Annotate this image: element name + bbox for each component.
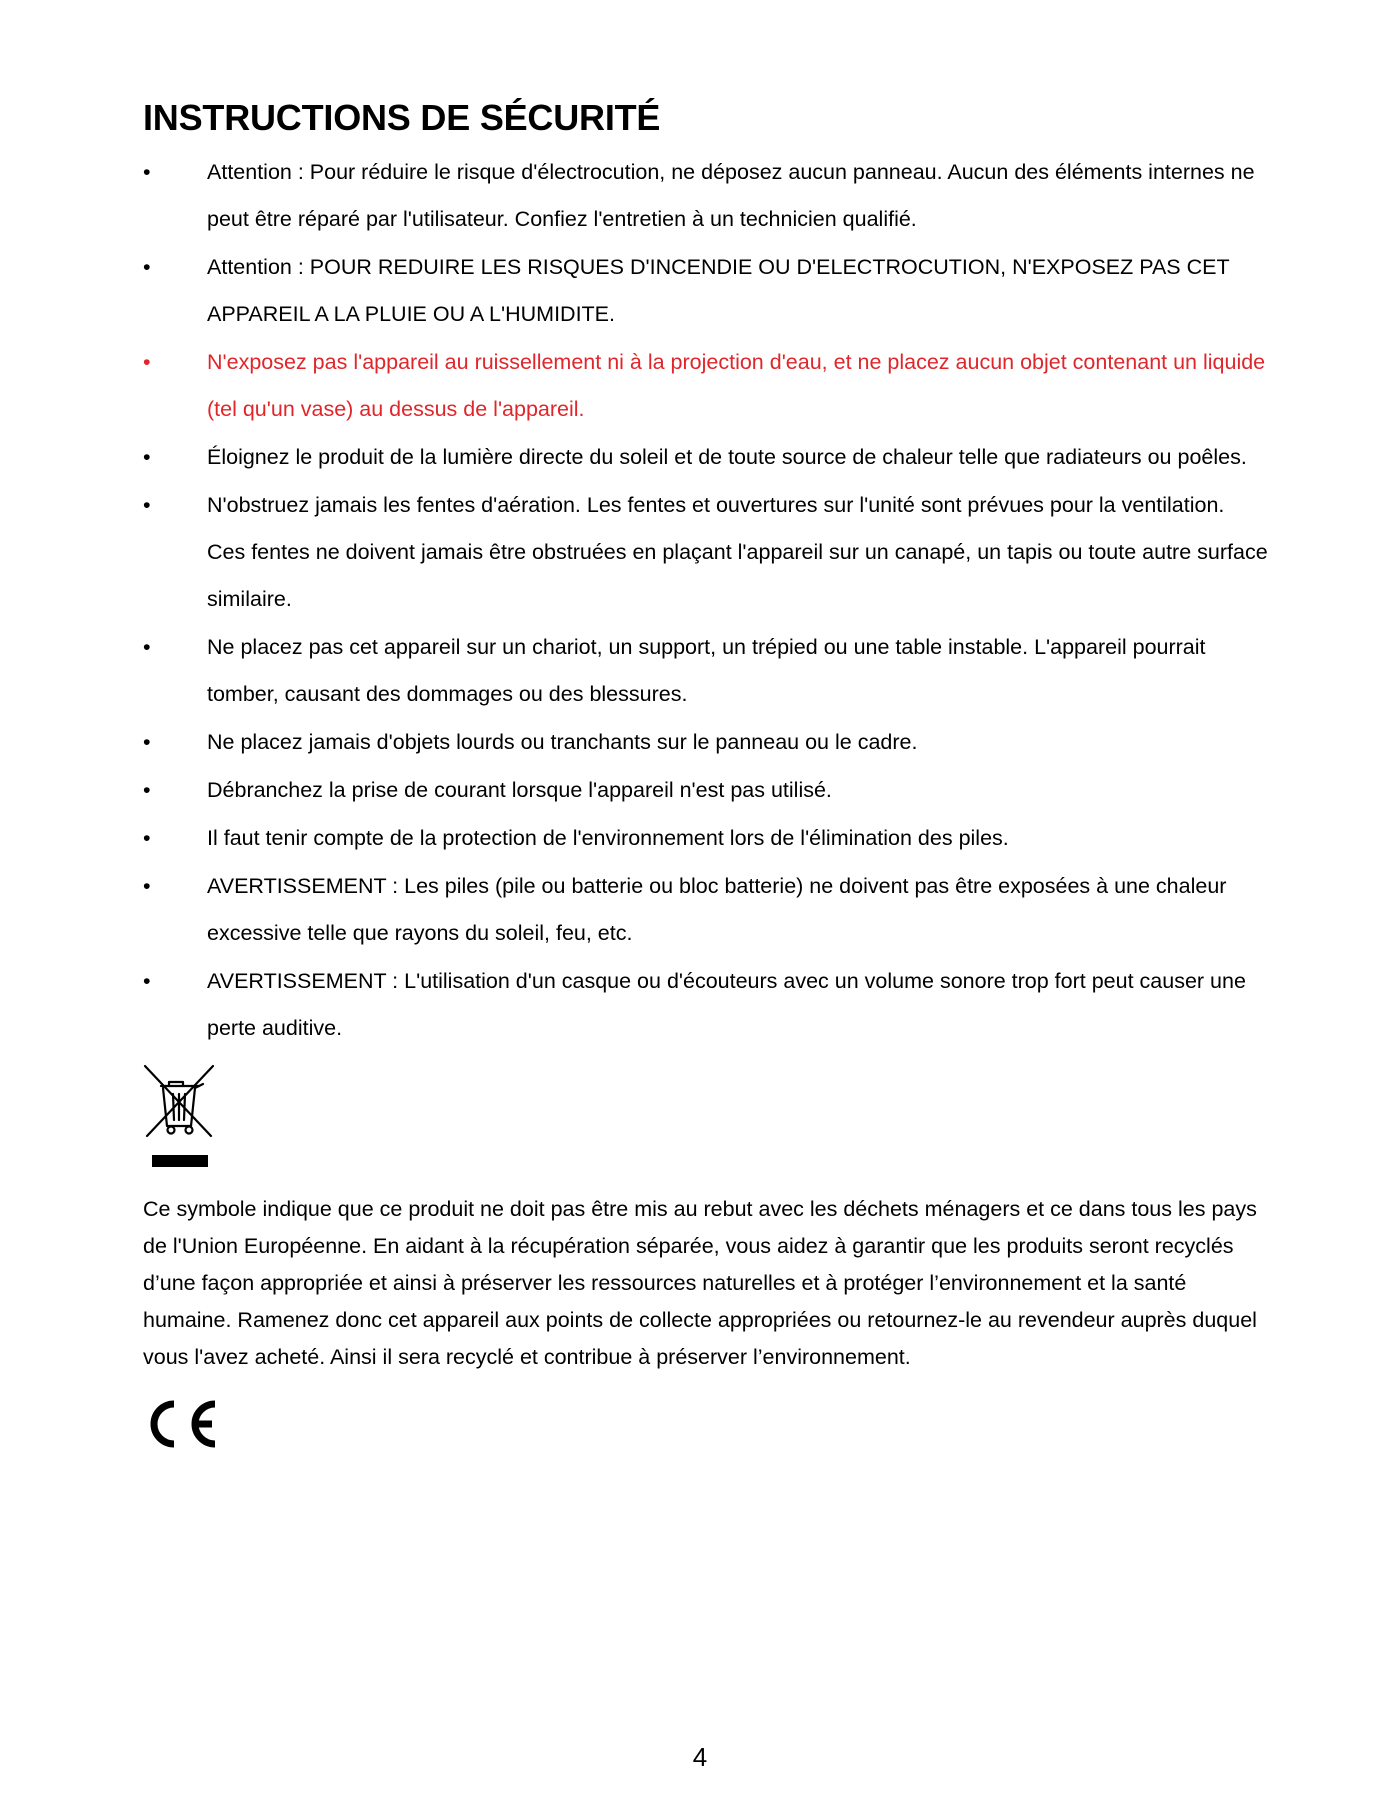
- page-title: INSTRUCTIONS DE SÉCURITÉ: [143, 97, 661, 138]
- bullet-icon: •: [143, 778, 151, 802]
- list-item-text: Il faut tenir compte de la protection de l'environnement lors de l'élimination des piles.: [207, 826, 1009, 850]
- list-item-text: Attention : Pour réduire le risque d'électrocution, ne déposez aucun panneau. Aucun des éléments internes ne peut être réparé par l'utilisateur. Confiez l'entretien à un technicien qualifié.: [207, 160, 1255, 231]
- list-item: [143, 767, 1268, 814]
- ce-mark-icon: [143, 1398, 221, 1450]
- crossed-out-wheelie-bin-icon: [143, 1064, 215, 1170]
- bullet-icon: •: [143, 730, 151, 754]
- list-item-text: Ne placez jamais d'objets lourds ou tranchants sur le panneau ou le cadre.: [207, 730, 918, 754]
- list-item-text: Ne placez pas cet appareil sur un chariot, un support, un trépied ou une table instable. L'appareil pourrait tomber, causant des dommages ou des blessures.: [207, 635, 1206, 706]
- list-item-text: N'exposez pas l'appareil au ruissellement ni à la projection d'eau, et ne placez aucun objet contenant un liquide (tel qu'un vase) au dessus de l'appareil.: [207, 350, 1266, 421]
- bullet-icon: •: [143, 969, 151, 993]
- bullet-icon: •: [143, 493, 151, 517]
- list-item-text: AVERTISSEMENT : L'utilisation d'un casque ou d'écouteurs avec un volume sonore trop fort peut causer une perte auditive.: [207, 969, 1246, 1040]
- list-item-text: Attention : POUR REDUIRE LES RISQUES D'INCENDIE OU D'ELECTROCUTION, N'EXPOSEZ PAS CET APPAREIL A LA PLUIE OU A L'HUMIDITE.: [207, 255, 1230, 326]
- bullet-icon: •: [143, 874, 151, 898]
- list-item: [143, 815, 1268, 862]
- bullet-icon: •: [143, 826, 151, 850]
- list-item: [143, 624, 1268, 718]
- list-item-text: N'obstruez jamais les fentes d'aération. Les fentes et ouvertures sur l'unité sont prévues pour la ventilation. Ces fentes ne doivent jamais être obstruées en plaçant l'appareil sur un canapé, un tapis ou toute autre surface similaire.: [207, 493, 1268, 611]
- list-item: [143, 958, 1268, 1052]
- page-number: 4: [692, 1742, 708, 1772]
- list-item: [143, 149, 1268, 243]
- bullet-icon: •: [143, 160, 151, 184]
- recycling-paragraph: Ce symbole indique que ce produit ne doit pas être mis au rebut avec les déchets ménagers et ce dans tous les pays de l'Union Européenne. En aidant à la récupération séparée, vous aidez à garantir que les produits seront recyclés d’une façon appropriée et ainsi à préserver les ressources naturelles et à protéger l’environnement et la santé humaine. Ramenez donc cet appareil aux points de collecte appropriées ou retournez-le au revendeur auprès duquel vous l'avez acheté. Ainsi il sera recyclé et contribue à préserver l’environnement.: [143, 1197, 1257, 1369]
- list-item-text: AVERTISSEMENT : Les piles (pile ou batterie ou bloc batterie) ne doivent pas être exposées à une chaleur excessive telle que rayons du soleil, feu, etc.: [207, 874, 1227, 945]
- bullet-icon: •: [143, 445, 151, 469]
- bullet-icon: •: [143, 635, 151, 659]
- list-item: [143, 482, 1268, 623]
- list-item: [143, 244, 1268, 338]
- bullet-icon: •: [143, 350, 151, 374]
- list-item: [143, 719, 1268, 766]
- list-item-warning: [143, 339, 1268, 433]
- list-item-text: Éloignez le produit de la lumière directe du soleil et de toute source de chaleur telle que radiateurs ou poêles.: [207, 445, 1247, 469]
- list-item: [143, 434, 1268, 481]
- list-item: [143, 863, 1268, 957]
- safety-instructions-list: [143, 149, 1268, 1053]
- list-item-text: Débranchez la prise de courant lorsque l'appareil n'est pas utilisé.: [207, 778, 832, 802]
- bullet-icon: •: [143, 255, 151, 279]
